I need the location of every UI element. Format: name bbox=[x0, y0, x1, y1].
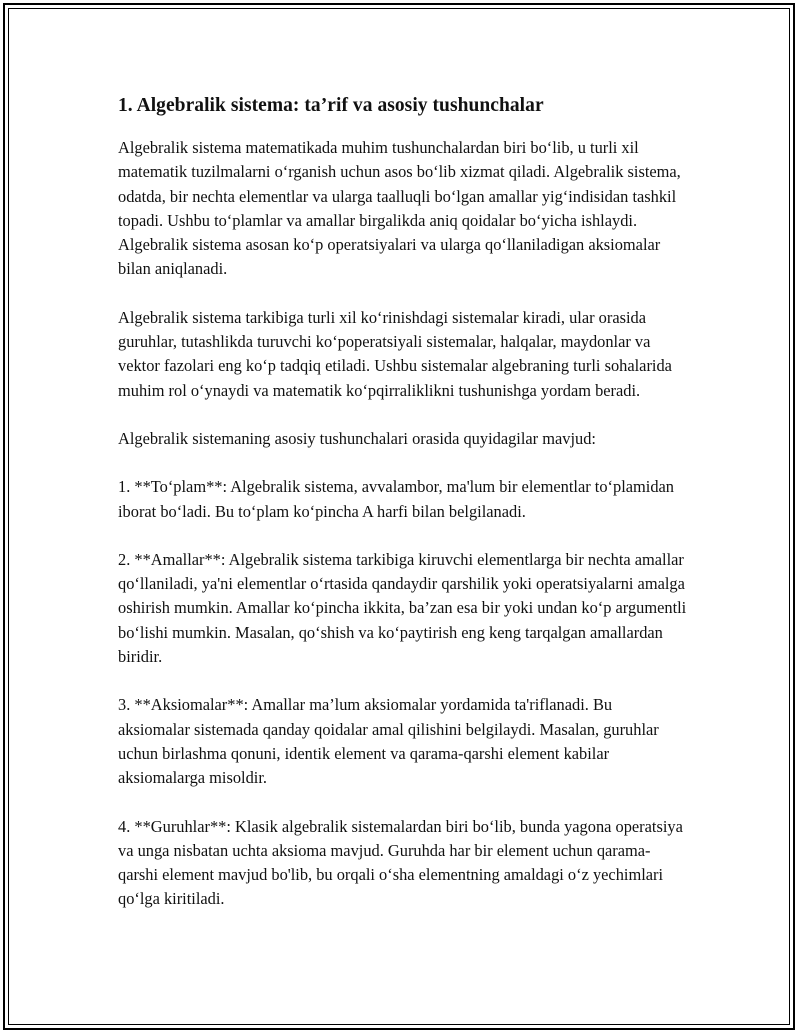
paragraph-concepts-lead: Algebralik sistemaning asosiy tushunchalari orasida quyidagilar mavjud: bbox=[118, 428, 596, 448]
document-body bbox=[118, 92, 688, 936]
section-heading: 1. Algebralik sistema: ta’rif va asosiy tushunchalar bbox=[118, 95, 544, 116]
list-item-toplam: 1. **To‘plam**: Algebralik sistema, avvalambor, ma'lum bir elementlar to‘plamidan iborat bo‘ladi. Bu to‘plam ko‘pincha A harfi bilan belgilanadi. bbox=[118, 477, 675, 521]
paragraph-system-types: Algebralik sistema tarkibiga turli xil ko‘rinishdagi sistemalar kiradi, ular orasida guruhlar, tutashlikda turuvchi ko‘poperatsiyali sistemalar, halqalar, maydonlar va vektor fazolari eng ko‘p tadqiq etiladi. Ushbu sistemalar algebraning turli sohalarida muhim rol o‘ynaydi va matematik ko‘pqirraliklikni tushunishga yordam beradi. bbox=[118, 307, 672, 400]
list-item-guruhlar: 4. **Guruhlar**: Klasik algebralik sistemalardan biri bo‘lib, bunda yagona operatsiya va unga nisbatan uchta aksioma mavjud. Guruhda har bir element uchun qarama-qarshi element mavjud bo'lib, bu orqali o‘sha elementning amaldagi o‘z yechimlari qo‘lga kiritiladi. bbox=[118, 816, 683, 909]
list-item-aksiomalar: 3. **Aksiomalar**: Amallar ma’lum aksiomalar yordamida ta'riflanadi. Bu aksiomalar sistemada qanday qoidalar amal qilishini belgilaydi. Masalan, guruhlar uchun birlashma qonuni, identik element va qarama-qarshi element kabilar aksiomalarga misoldir. bbox=[118, 695, 659, 788]
paragraph-intro: Algebralik sistema matematikada muhim tushunchalardan biri bo‘lib, u turli xil matematik tuzilmalarni o‘rganish uchun asos bo‘lib xizmat qiladi. Algebralik sistema, odatda, bir nechta elementlar va ularga taalluqli bo‘lgan amallar yig‘indisidan tashkil topadi. Ushbu to‘plamlar va amallar birgalikda aniq qoidalar bo‘yicha ishlaydi. Algebralik sistema asosan ko‘p operatsiyalari va ularga qo‘llaniladigan aksiomalar bilan aniqlanadi. bbox=[118, 138, 681, 279]
list-item-amallar: 2. **Amallar**: Algebralik sistema tarkibiga kiruvchi elementlarga bir nechta amallar qo‘llaniladi, ya'ni elementlar o‘rtasida qandaydir qarshilik yoki operatsiyalarni amalga oshirish mumkin. Amallar ko‘pincha ikkita, ba’zan esa bir yoki undan ko‘p argumentli bo‘lishi mumkin. Masalan, qo‘shish va ko‘paytirish eng keng tarqalgan amallardan biridir. bbox=[118, 549, 687, 667]
